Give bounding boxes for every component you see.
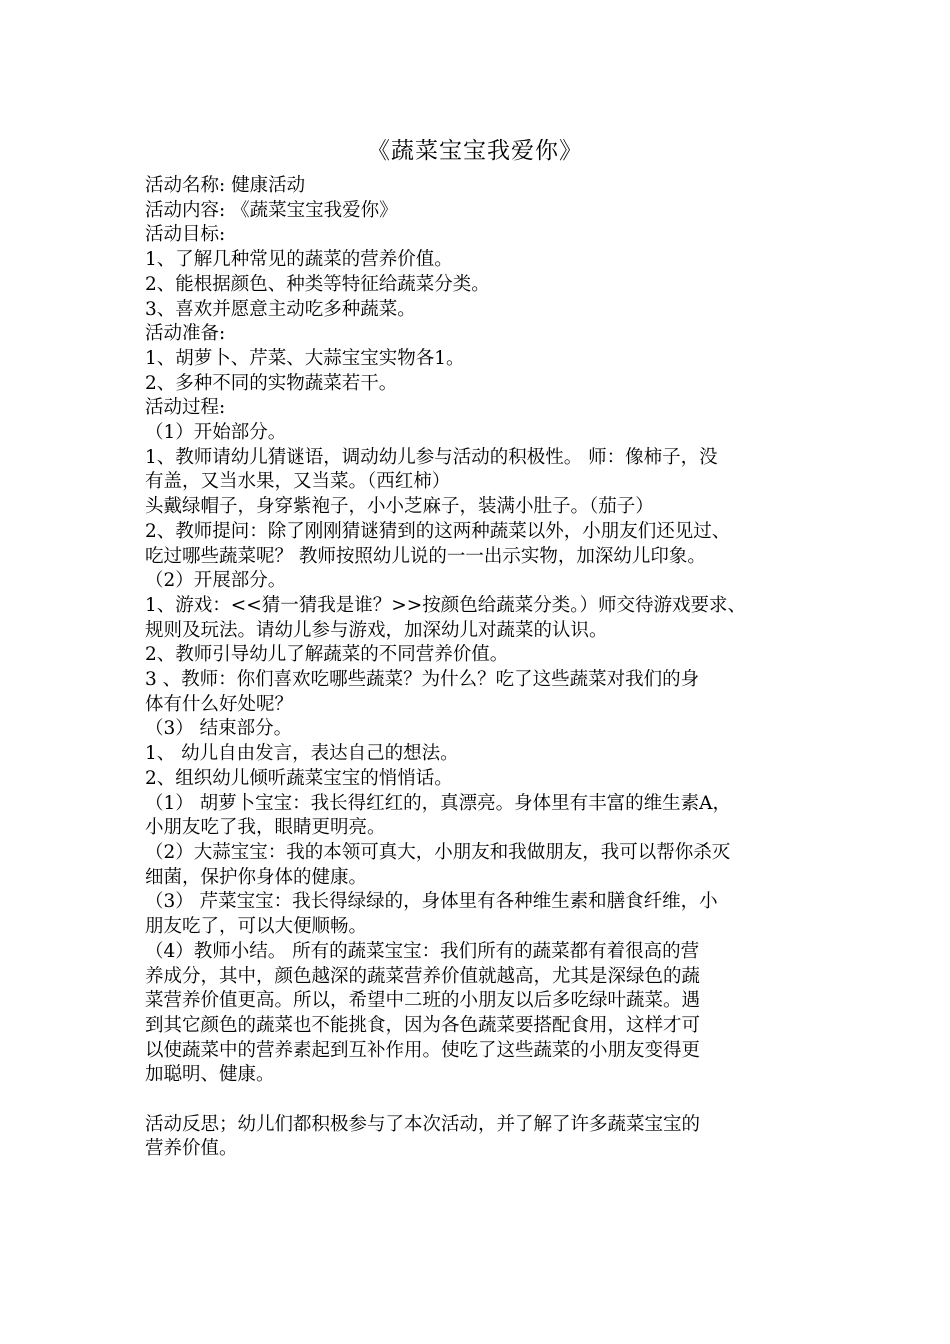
- text-line: （2）开展部分。: [145, 570, 287, 592]
- text-line: 1、胡萝卜、芹菜、大蒜宝宝实物各1。: [145, 347, 465, 369]
- text-line: （4）教师小结。 所有的蔬菜宝宝：我们所有的蔬菜都有着很高的营: [145, 940, 700, 962]
- text-line: 以使蔬菜中的营养素起到互补作用。使吃了这些蔬菜的小朋友变得更: [145, 1039, 701, 1061]
- text-line: 朋友吃了，可以大便顺畅。: [145, 916, 368, 938]
- text-line: 活动过程:: [145, 397, 226, 419]
- text-line: 1、教师请幼儿猜谜语，调动幼儿参与活动的积极性。 师：像柿子，没: [145, 446, 718, 468]
- text-line: 吃过哪些蔬菜呢？ 教师按照幼儿说的一一出示实物，加深幼儿印象。: [145, 545, 706, 567]
- text-line: 到其它颜色的蔬菜也不能挑食，因为各色蔬菜要搭配食用，这样才可: [145, 1014, 701, 1036]
- text-line: 活动内容: 《蔬菜宝宝我爱你》: [145, 199, 398, 221]
- document-body: [145, 174, 825, 1162]
- text-line: 2、能根据颜色、种类等特征给蔬菜分类。: [145, 273, 490, 295]
- text-line: 2、多种不同的实物蔬菜若干。: [145, 372, 398, 394]
- text-line: （3） 结束部分。: [145, 718, 293, 740]
- text-line: 3、喜欢并愿意主动吃多种蔬菜。: [145, 298, 416, 320]
- text-line: 有盖，又当水果，又当菜。（西红柿）: [145, 471, 451, 493]
- text-line: [145, 1088, 825, 1113]
- text-line: 2、教师引导幼儿了解蔬菜的不同营养价值。: [145, 644, 509, 666]
- text-line: 活动目标:: [145, 224, 226, 246]
- text-line: 规则及玩法。请幼儿参与游戏，加深幼儿对蔬菜的认识。: [145, 619, 608, 641]
- text-line: 活动准备:: [145, 323, 226, 345]
- text-line: 活动名称: 健康活动: [145, 175, 306, 196]
- text-line: 1、 幼儿自由发言，表达自己的想法。: [145, 743, 459, 765]
- document-title: 《蔬菜宝宝我爱你》: [367, 138, 583, 164]
- text-line: （3） 芹菜宝宝：我长得绿绿的，身体里有各种维生素和膳食纤维，小: [145, 891, 718, 913]
- text-line: （1） 胡萝卜宝宝：我长得红红的，真漂亮。身体里有丰富的维生素A，: [145, 792, 732, 814]
- text-line: 加聪明、健康。: [145, 1064, 275, 1086]
- text-line: 养成分，其中，颜色越深的蔬菜营养价值就越高，尤其是深绿色的蔬: [145, 965, 701, 987]
- text-line: 菜营养价值更高。所以，希望中二班的小朋友以后多吃绿叶蔬菜。遇: [145, 990, 701, 1012]
- text-line: 3 、教师：你们喜欢吃哪些蔬菜？为什么？吃了这些蔬菜对我们的身: [145, 669, 700, 691]
- text-line: 2、组织幼儿倾听蔬菜宝宝的悄悄话。: [145, 767, 453, 789]
- text-line: （1）开始部分。: [145, 422, 287, 444]
- text-line: 营养价值。: [145, 1138, 238, 1160]
- text-line: 细菌，保护你身体的健康。: [145, 866, 368, 888]
- text-line: 1、游戏：<<猜一猜我是谁？>>按颜色给蔬菜分类。）师交待游戏要求、: [145, 594, 747, 616]
- text-line: （2）大蒜宝宝：我的本领可真大，小朋友和我做朋友，我可以帮你杀灭: [145, 841, 731, 863]
- text-line: 活动反思；幼儿们都积极参与了本次活动，并了解了许多蔬菜宝宝的: [145, 1113, 701, 1135]
- text-line: 小朋友吃了我，眼睛更明亮。: [145, 817, 386, 839]
- text-line: 1、了解几种常见的蔬菜的营养价值。: [145, 249, 453, 271]
- text-line: 2、教师提问：除了刚刚猜谜猜到的这两种蔬菜以外，小朋友们还见过、: [145, 520, 731, 542]
- text-line: 头戴绿帽子，身穿紫袍子，小小芝麻子，装满小肚子。（茄子）: [145, 496, 654, 518]
- text-line: 体有什么好处呢？: [145, 693, 294, 715]
